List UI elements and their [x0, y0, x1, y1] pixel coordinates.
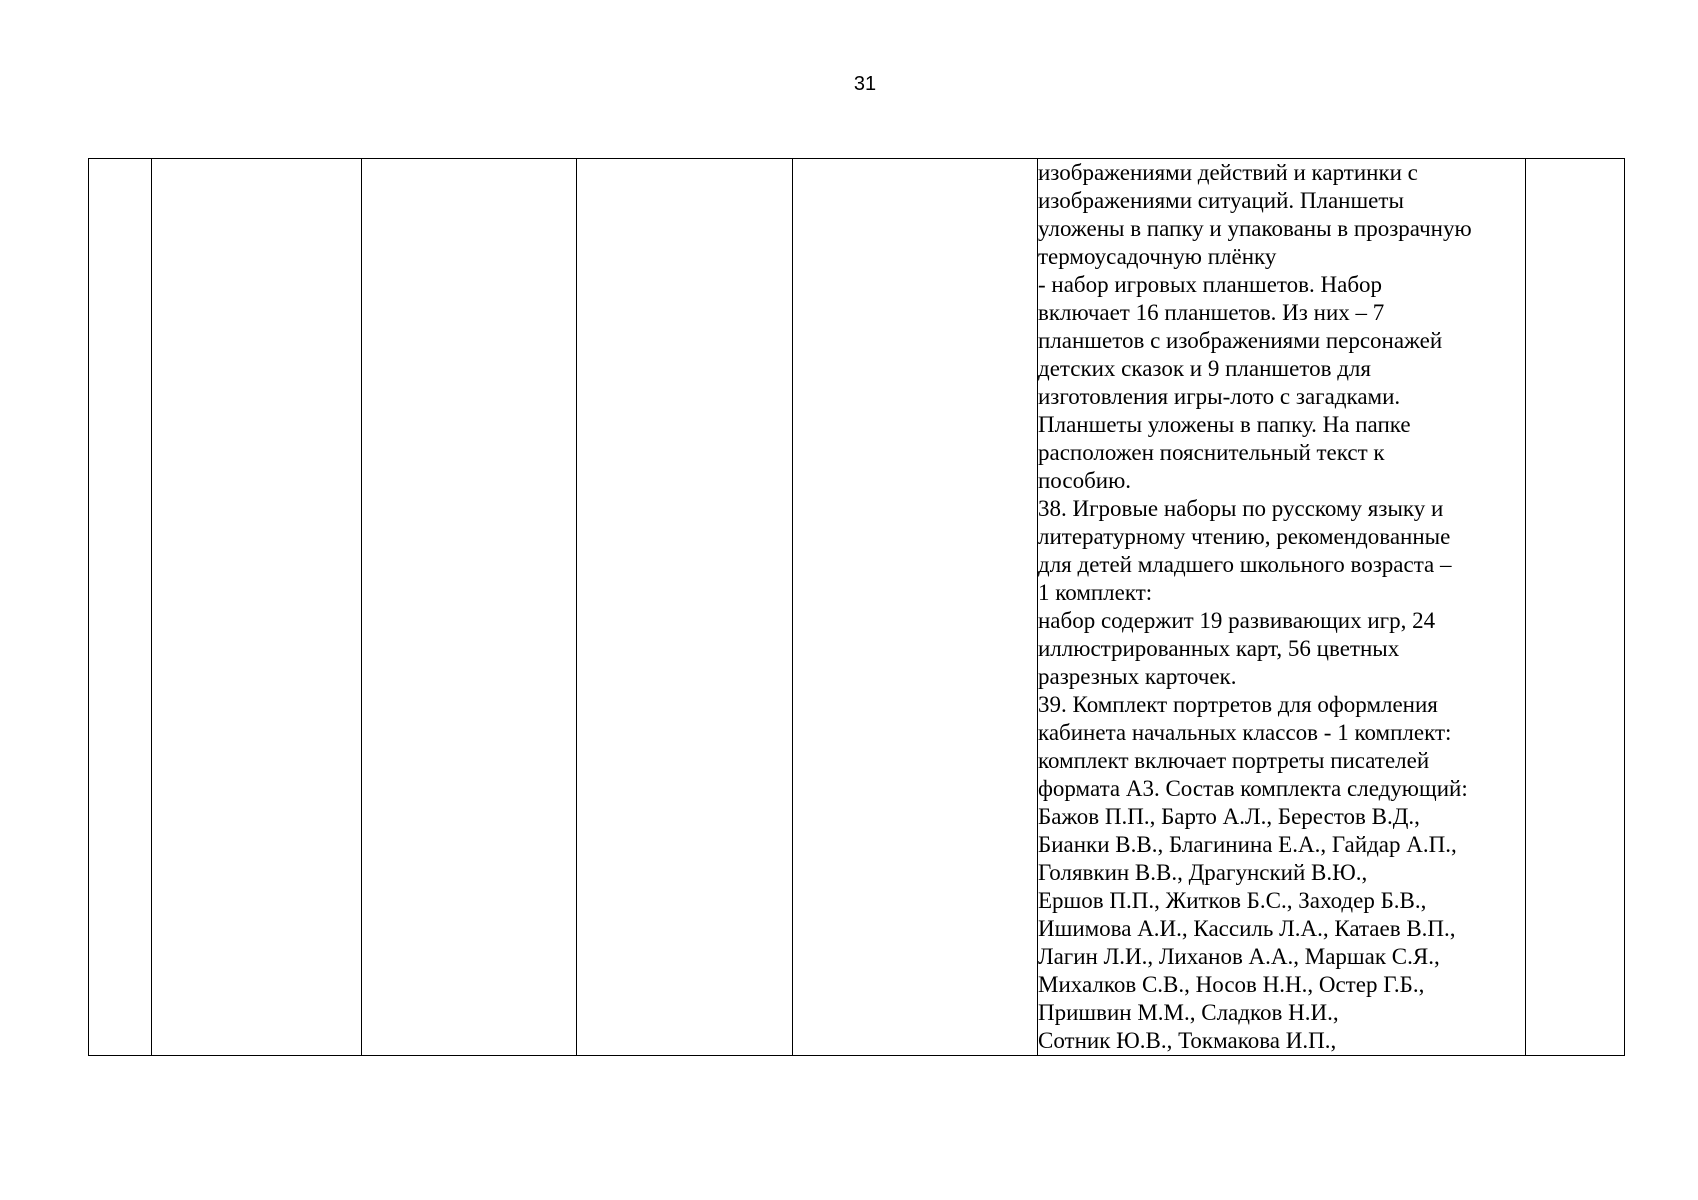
- description-line: Сотник Ю.В., Токмакова И.П.,: [1038, 1028, 1337, 1053]
- table-row: [89, 159, 1625, 1056]
- cell-column-5: [793, 159, 1038, 1056]
- description-line: Михалков С.В., Носов Н.Н., Остер Г.Б.,: [1038, 972, 1425, 997]
- description-line: Планшеты уложены в папку. На папке: [1038, 412, 1411, 437]
- cell-description: [1038, 159, 1526, 1056]
- description-line: расположен пояснительный текст к: [1038, 440, 1385, 465]
- description-line: комплект включает портреты писателей: [1038, 748, 1430, 773]
- description-line: термоусадочную плёнку: [1038, 244, 1277, 269]
- description-line: формата А3. Состав комплекта следующий:: [1038, 776, 1468, 801]
- description-line: пособию.: [1038, 468, 1132, 493]
- description-line: кабинета начальных классов - 1 комплект:: [1038, 720, 1452, 745]
- description-line: детских сказок и 9 планшетов для: [1038, 356, 1371, 381]
- description-line: Пришвин М.М., Сладков Н.И.,: [1038, 1000, 1339, 1025]
- description-line: изображениями действий и картинки с: [1038, 160, 1418, 185]
- description-line: Бажов П.П., Барто А.Л., Берестов В.Д.,: [1038, 804, 1420, 829]
- description-line: Лагин Л.И., Лиханов А.А., Маршак С.Я.,: [1038, 944, 1440, 969]
- cell-column-3: [362, 159, 577, 1056]
- page-number: 31: [853, 73, 877, 95]
- description-line: литературному чтению, рекомендованные: [1038, 524, 1451, 549]
- description-line: 38. Игровые наборы по русскому языку и: [1038, 496, 1444, 521]
- description-line: иллюстрированных карт, 56 цветных: [1038, 636, 1400, 661]
- cell-column-2: [152, 159, 362, 1056]
- description-line: Ершов П.П., Житков Б.С., Заходер Б.В.,: [1038, 888, 1427, 913]
- description-line: набор содержит 19 развивающих игр, 24: [1038, 608, 1436, 633]
- description-line: 39. Комплект портретов для оформления: [1038, 692, 1438, 717]
- description-line: изображениями ситуаций. Планшеты: [1038, 188, 1404, 213]
- cell-column-4: [577, 159, 793, 1056]
- equipment-table: [88, 158, 1625, 1056]
- description-line: для детей младшего школьного возраста –: [1038, 552, 1452, 577]
- description-line: Ишимова А.И., Кассиль Л.А., Катаев В.П.,: [1038, 916, 1456, 941]
- cell-number: [89, 159, 152, 1056]
- cell-column-7: [1526, 159, 1625, 1056]
- description-line: 1 комплект:: [1038, 580, 1153, 605]
- description-line: уложены в папку и упакованы в прозрачную: [1038, 216, 1472, 241]
- description-line: изготовления игры-лото с загадками.: [1038, 384, 1401, 409]
- description-line: включает 16 планшетов. Из них – 7: [1038, 300, 1385, 325]
- description-line: Бианки В.В., Благинина Е.А., Гайдар А.П.,: [1038, 832, 1457, 857]
- description-line: Голявкин В.В., Драгунский В.Ю.,: [1038, 860, 1368, 885]
- description-line: разрезных карточек.: [1038, 664, 1237, 689]
- description-line: планшетов с изображениями персонажей: [1038, 328, 1443, 353]
- description-line: - набор игровых планшетов. Набор: [1038, 272, 1383, 297]
- description-text: [1038, 159, 1525, 1055]
